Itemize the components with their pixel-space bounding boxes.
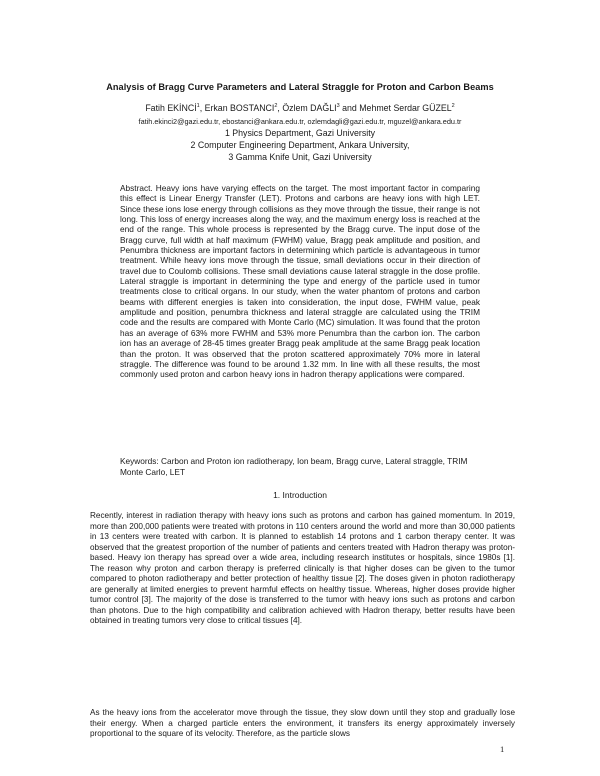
author-separator: and xyxy=(339,103,360,113)
author-affiliation-mark: 2 xyxy=(274,103,278,110)
author-separator: , xyxy=(199,103,205,113)
author-name: Fatih EKİNCİ xyxy=(145,103,197,113)
author-emails: fatih.ekinci2@gazi.edu.tr, ebostanci@ankara.edu.tr, ozlemdagli@gazi.edu.tr, mguzel@ankara.edu.tr xyxy=(138,117,462,126)
author-affiliation-mark: 2 xyxy=(451,103,455,110)
affiliation-line: 1 Physics Department, Gazi University xyxy=(224,128,376,138)
author-list xyxy=(60,103,540,113)
author-name: Özlem DAĞLI xyxy=(282,103,337,113)
page-number: 1 xyxy=(500,744,505,754)
keywords: Keywords: Carbon and Proton ion radiotherapy, Ion beam, Bragg curve, Lateral straggle, TRIM Monte Carlo, LET xyxy=(120,456,468,477)
affiliation-line: 3 Gamma Knife Unit, Gazi University xyxy=(228,152,372,162)
body-paragraph: As the heavy ions from the accelerator move through the tissue, they slow down until they stop and gradually lose their energy. When a charged particle enters the environment, it transfers its energy approximately inversely proportional to the square of its velocity. Therefore, as the particle slows xyxy=(90,708,515,739)
author-name: Mehmet Serdar GÜZEL xyxy=(359,103,452,113)
author-name: Erkan BOSTANCI xyxy=(204,103,275,113)
paper-title: Analysis of Bragg Curve Parameters and Lateral Straggle for Proton and Carbon Beams xyxy=(106,82,494,92)
body-paragraph: Recently, interest in radiation therapy with heavy ions such as protons and carbon has gained momentum. In 2019, more than 200,000 patients were treated with protons in 110 centers around the world and more than 30,000 patients in 13 centers were treated with carbon. It is planned to establish 14 protons and 1 carbon therapy center. It was observed that the greatest proportion of the number of patients and centers treated with Hadron therapy was proton-based. Heavy ion therapy has spread over a wide area, including research institutes or hospitals, since 1980s [1]. The reason why proton and carbon therapy is preferred clinically is that higher doses can be given to the tumor compared to photon radiotherapy and better protection of healthy tissue [2]. The doses given in photon radiotherapy are generally at limited energies to prevent harmful effects on healthy tissue. Whereas, higher doses provide higher tumor control [3]. The majority of the dose is transferred to the tumor with heavy ions such as protons and carbon than photons. Due to the high compatibility and calibration achieved with Hadron therapy, better results have been obtained in treating tumors very close to critical tissues [4]. xyxy=(90,511,515,626)
author-affiliation-mark: 1 xyxy=(196,103,200,110)
abstract: Abstract. Heavy ions have varying effects on the target. The most important factor in comparing this effect is Linear Energy Transfer (LET). Protons and carbons are heavy ions with high LET. Since these ions lose energy through collisions as they move through the tissue, their range is not long. This loss of energy increases along the way, and the maximum energy loss is reached at the end of the range. This whole process is represented by the Bragg curve. The input dose of the Bragg curve, full width at half maximum (FWHM) value, Bragg peak amplitude and position, and Penumbra thickness are important factors in determining which particle is advantageous in tumor treatment. While heavy ions move through the tissue, small deviations occur in their direction of travel due to Coulomb collisions. These small deviations cause lateral straggle in the dose profile. Lateral straggle is important in determining the type and energy of the particle used in tumor treatments close to critical organs. In our study, when the water phantom of protons and carbon beams with different energies is taken into consideration, the input dose, FWHM value, peak amplitude and position, penumbra thickness and lateral straggle are calculated using the TRIM code and the results are compared with Monte Carlo (MC) simulation. It was found that the proton has an average of 63% more FWHM and 53% more Penumbra than the carbon ion. The carbon ion has an average of 28-45 times greater Bragg peak amplitude at the same Bragg peak location than the proton. It was observed that the proton scattered approximately 70% more in lateral straggle. The difference was found to be around 1.32 mm. In line with all these results, the most commonly used proton and carbon heavy ions in hadron therapy applications were compared. xyxy=(120,183,480,380)
affiliation-line: 2 Computer Engineering Department, Ankara University, xyxy=(190,140,410,150)
section-heading: 1. Introduction xyxy=(273,490,327,500)
author-affiliation-mark: 3 xyxy=(336,103,340,110)
author-separator: , xyxy=(277,103,283,113)
